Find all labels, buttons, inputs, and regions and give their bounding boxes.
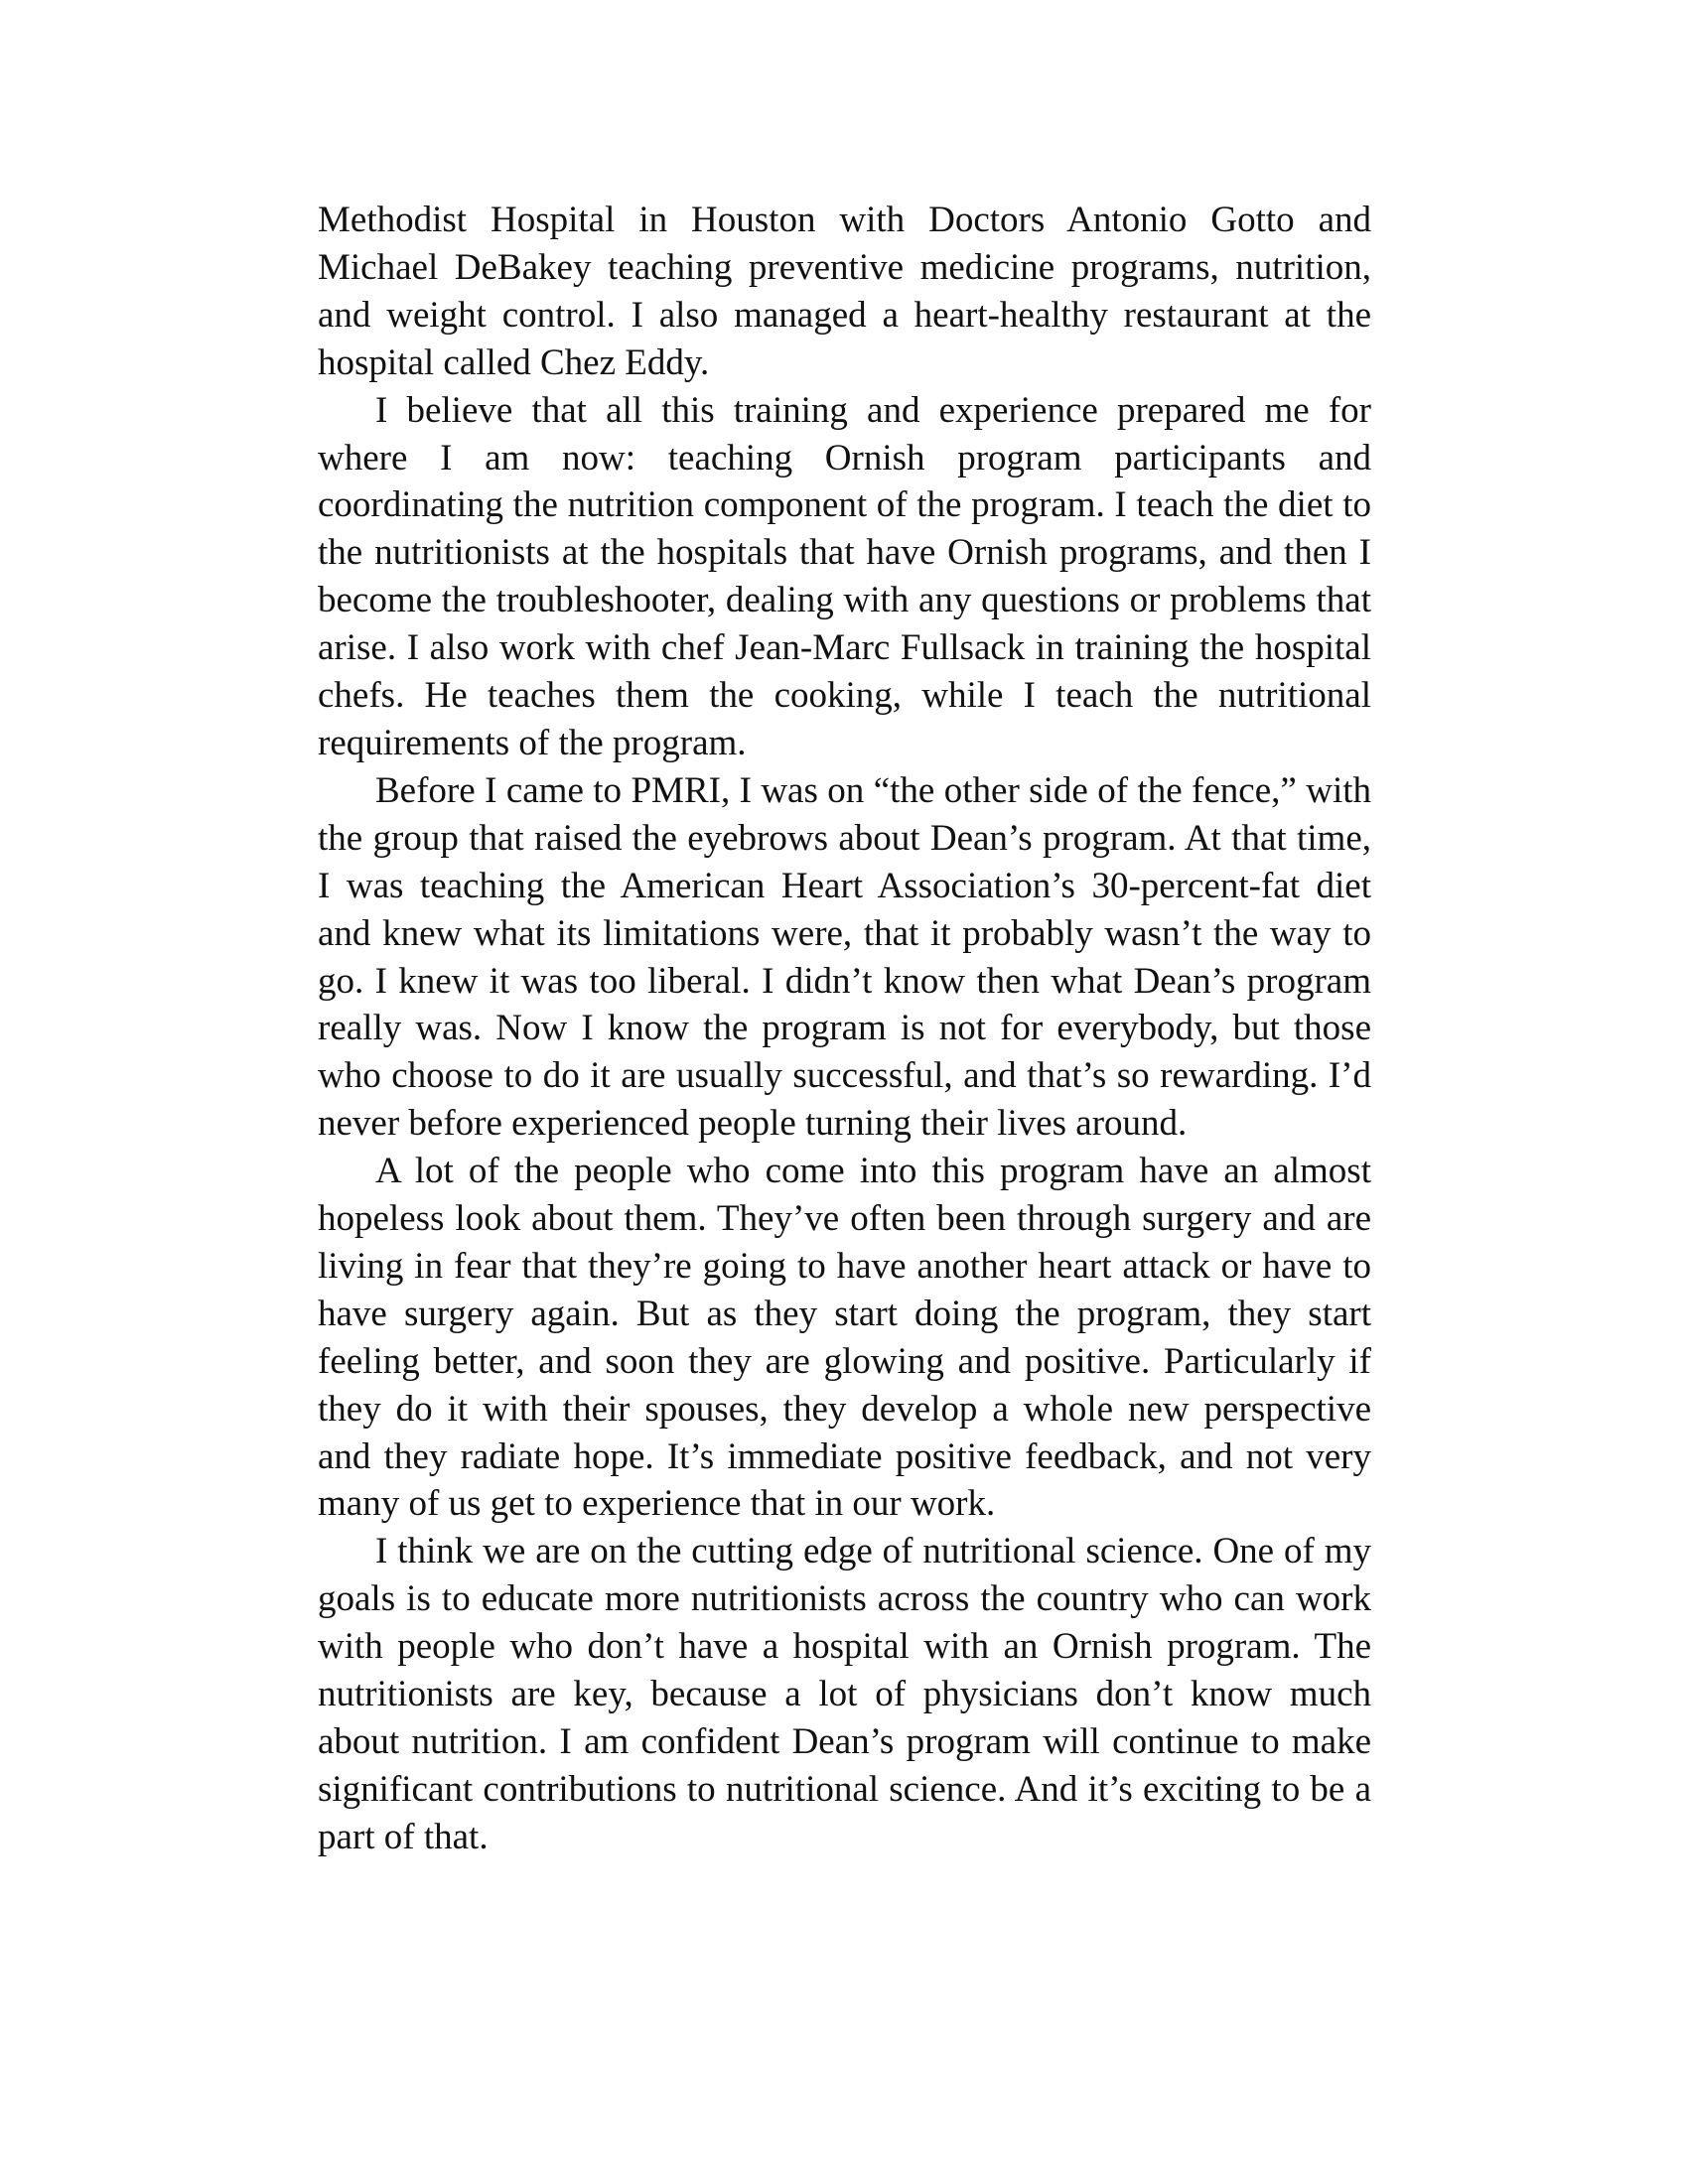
paragraph-5: I think we are on the cutting edge of nutritional science. One of my goals is to educate more nutritionists across the country who can work with people who don’t have a hospital with an Ornish program. The nutritionists are key, because a lot of physicians don’t know much about nutrition. I am confident Dean’s program will continue to make significant contributions to nutritional science. And it’s exciting to be a part of that. <box>318 1531 1371 1857</box>
page-body <box>318 197 1371 1861</box>
paragraph-3: Before I came to PMRI, I was on “the other side of the fence,” with the group that raised the eyebrows about Dean’s program. At that time, I was teaching the American Heart Association’s 30-percent-fat diet and knew what its limitations were, that it probably wasn’t the way to go. I knew it was too liberal. I didn’t know then what Dean’s program really was. Now I know the program is not for everybody, but those who choose to do it are usually successful, and that’s so rewarding. I’d never before experienced people turning their lives around. <box>318 769 1371 1145</box>
paragraph-4: A lot of the people who come into this program have an almost hopeless look about them. They’ve often been through surgery and are living in fear that they’re going to have another heart attack or have to have surgery again. But as they start doing the program, they start feeling better, and soon they are glowing and positive. Particularly if they do it with their spouses, they develop a whole new perspective and they radiate hope. It’s immediate positive feedback, and not very many of us get to experience that in our work. <box>318 1151 1371 1525</box>
paragraph-1: Methodist Hospital in Houston with Doctors Antonio Gotto and Michael DeBakey teaching preventive medicine programs, nutrition, and weight control. I also managed a heart-healthy restaurant at the hospital called Chez Eddy. <box>318 200 1371 383</box>
paragraph-2: I believe that all this training and experience prepared me for where I am now: teaching Ornish program participants and coordinating the nutrition component of the program. I teach the diet to the nutritionists at the hospitals that have Ornish programs, and then I become the troubleshooter, dealing with any questions or problems that arise. I also work with chef Jean-Marc Fullsack in training the hospital chefs. He teaches them the cooking, while I teach the nutritional requirements of the program. <box>318 389 1371 763</box>
